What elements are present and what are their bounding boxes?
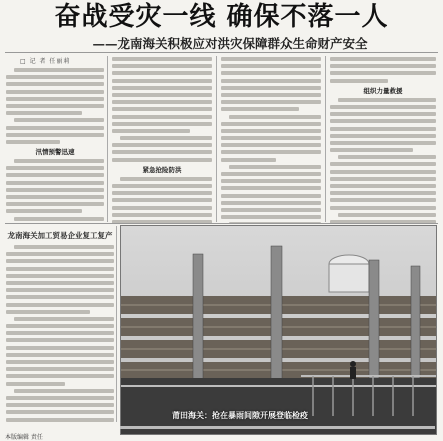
article-column-1 [6,55,104,223]
side-article-title: 龙南海关加工贸易企业复工复产 [7,231,113,240]
column-divider [216,56,217,222]
column-divider [116,226,117,422]
section-rule [5,223,438,224]
news-photo [120,225,437,435]
article-column-3 [221,57,321,223]
ship-log-cargo-photo [121,226,436,434]
section-subtitle: 汛情预警迅速 [35,148,75,157]
headline: 奋战受灾一线 确保不落一人 [54,2,389,32]
header-rule [5,52,438,53]
column-divider [107,56,108,222]
article-column-4 [330,57,436,223]
column-divider [325,56,326,222]
side-article [6,226,114,422]
footer-rule [120,426,435,429]
section-subtitle: 组织力量救援 [363,86,403,95]
footer-text: 本版编辑 责任 [5,434,43,441]
article-column-2 [112,57,212,223]
subheadline: ——龙南海关积极应对洪灾保障群众生命财产安全 [92,36,368,51]
photo-caption: 莆田海关：抢在暴雨间隙开展登临检疫 [172,410,308,420]
section-subtitle: 紧急抢险防洪 [142,165,182,174]
byline: □ 记 者 任丽莉 [20,58,71,65]
